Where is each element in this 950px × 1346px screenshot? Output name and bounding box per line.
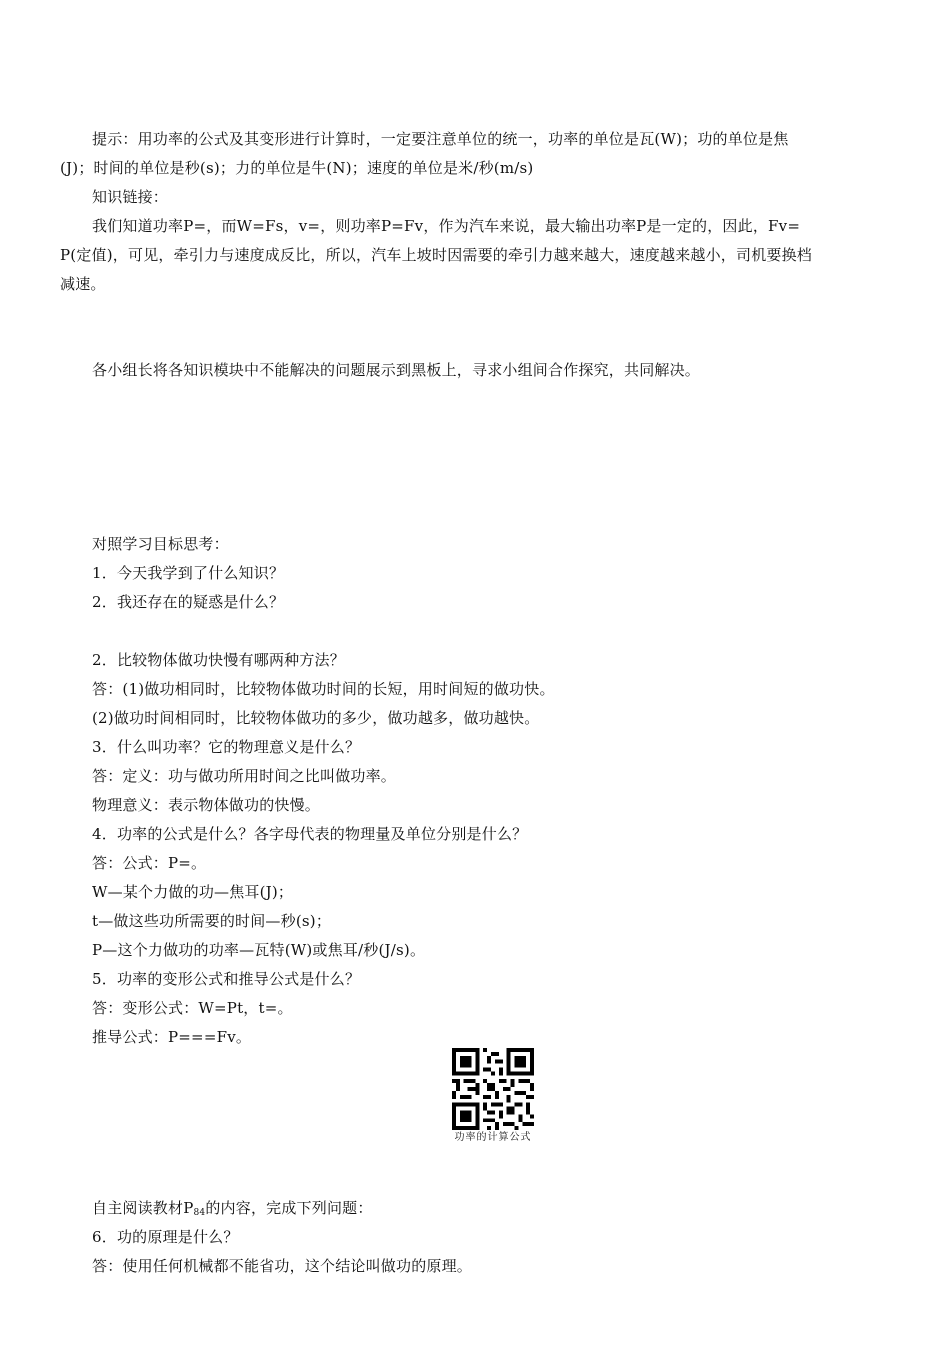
answer-5-line-2: 推导公式：P===Fv。 xyxy=(92,1028,252,1046)
answer-6: 答：使用任何机械都不能省功，这个结论叫做功的原理。 xyxy=(92,1257,473,1275)
answer-2-line-2: (2)做功时间相同时，比较物体做功的多少，做功越多，做功越快。 xyxy=(92,709,540,727)
answer-2-line-1: 答：(1)做功相同时，比较物体做功时间的长短，用时间短的做功快。 xyxy=(92,680,555,698)
answer-4-line-3: t—做这些功所需要的时间—秒(s)； xyxy=(92,912,332,930)
reading-intro-prefix: 自主阅读教材P xyxy=(92,1199,194,1217)
question-6: 6．功的原理是什么？ xyxy=(92,1228,239,1246)
question-4: 4．功率的公式是什么？各字母代表的物理量及单位分别是什么？ xyxy=(92,825,528,843)
answer-4-line-4: P—这个力做功的功率—瓦特(W)或焦耳/秒(J/s)。 xyxy=(92,941,426,959)
answer-4-line-1: 答：公式：P=。 xyxy=(92,854,207,872)
knowledge-link-line-3: 减速。 xyxy=(60,275,106,293)
tip-line-1: 提示：用功率的公式及其变形进行计算时，一定要注意单位的统一，功率的单位是瓦(W)；功的单位是焦 xyxy=(92,130,789,148)
question-3: 3．什么叫功率？它的物理意义是什么？ xyxy=(92,738,361,756)
answer-3-line-2: 物理意义：表示物体做功的快慢。 xyxy=(92,796,321,814)
qr-code-image xyxy=(452,1048,534,1130)
answer-5-line-1: 答：变形公式：W=Pt，t=。 xyxy=(92,999,293,1017)
qr-code xyxy=(452,1048,534,1130)
qr-caption: 功率的计算公式 xyxy=(454,1132,532,1143)
reading-intro-suffix: 的内容，完成下列问题： xyxy=(205,1199,373,1217)
reflect-heading: 对照学习目标思考： xyxy=(92,535,229,553)
answer-3-line-1: 答：定义：功与做功所用时间之比叫做功率。 xyxy=(92,767,397,785)
reflect-question-1: 1．今天我学到了什么知识？ xyxy=(92,564,285,582)
question-5: 5．功率的变形公式和推导公式是什么？ xyxy=(92,970,361,988)
knowledge-link-heading: 知识链接： xyxy=(92,188,169,206)
reading-intro-page: 84 xyxy=(193,1208,206,1218)
knowledge-link-line-2: P(定值)，可见，牵引力与速度成反比，所以，汽车上坡时因需要的牵引力越来越大，速度越来越小，司机要换档 xyxy=(60,246,813,264)
reflect-question-2: 2．我还存在的疑惑是什么？ xyxy=(92,593,285,611)
group-discussion-text: 各小组长将各知识模块中不能解决的问题展示到黑板上，寻求小组间合作探究，共同解决。 xyxy=(92,361,701,379)
question-2: 2．比较物体做功快慢有哪两种方法？ xyxy=(92,651,345,669)
knowledge-link-line-1: 我们知道功率P=，而W=Fs，v=，则功率P=Fv，作为汽车来说，最大输出功率P是一定的，因此，Fv= xyxy=(92,217,801,235)
tip-line-2: (J)；时间的单位是秒(s)；力的单位是牛(N)；速度的单位是米/秒(m/s) xyxy=(60,159,534,177)
answer-4-line-2: W—某个力做的功—焦耳(J)； xyxy=(92,883,294,901)
